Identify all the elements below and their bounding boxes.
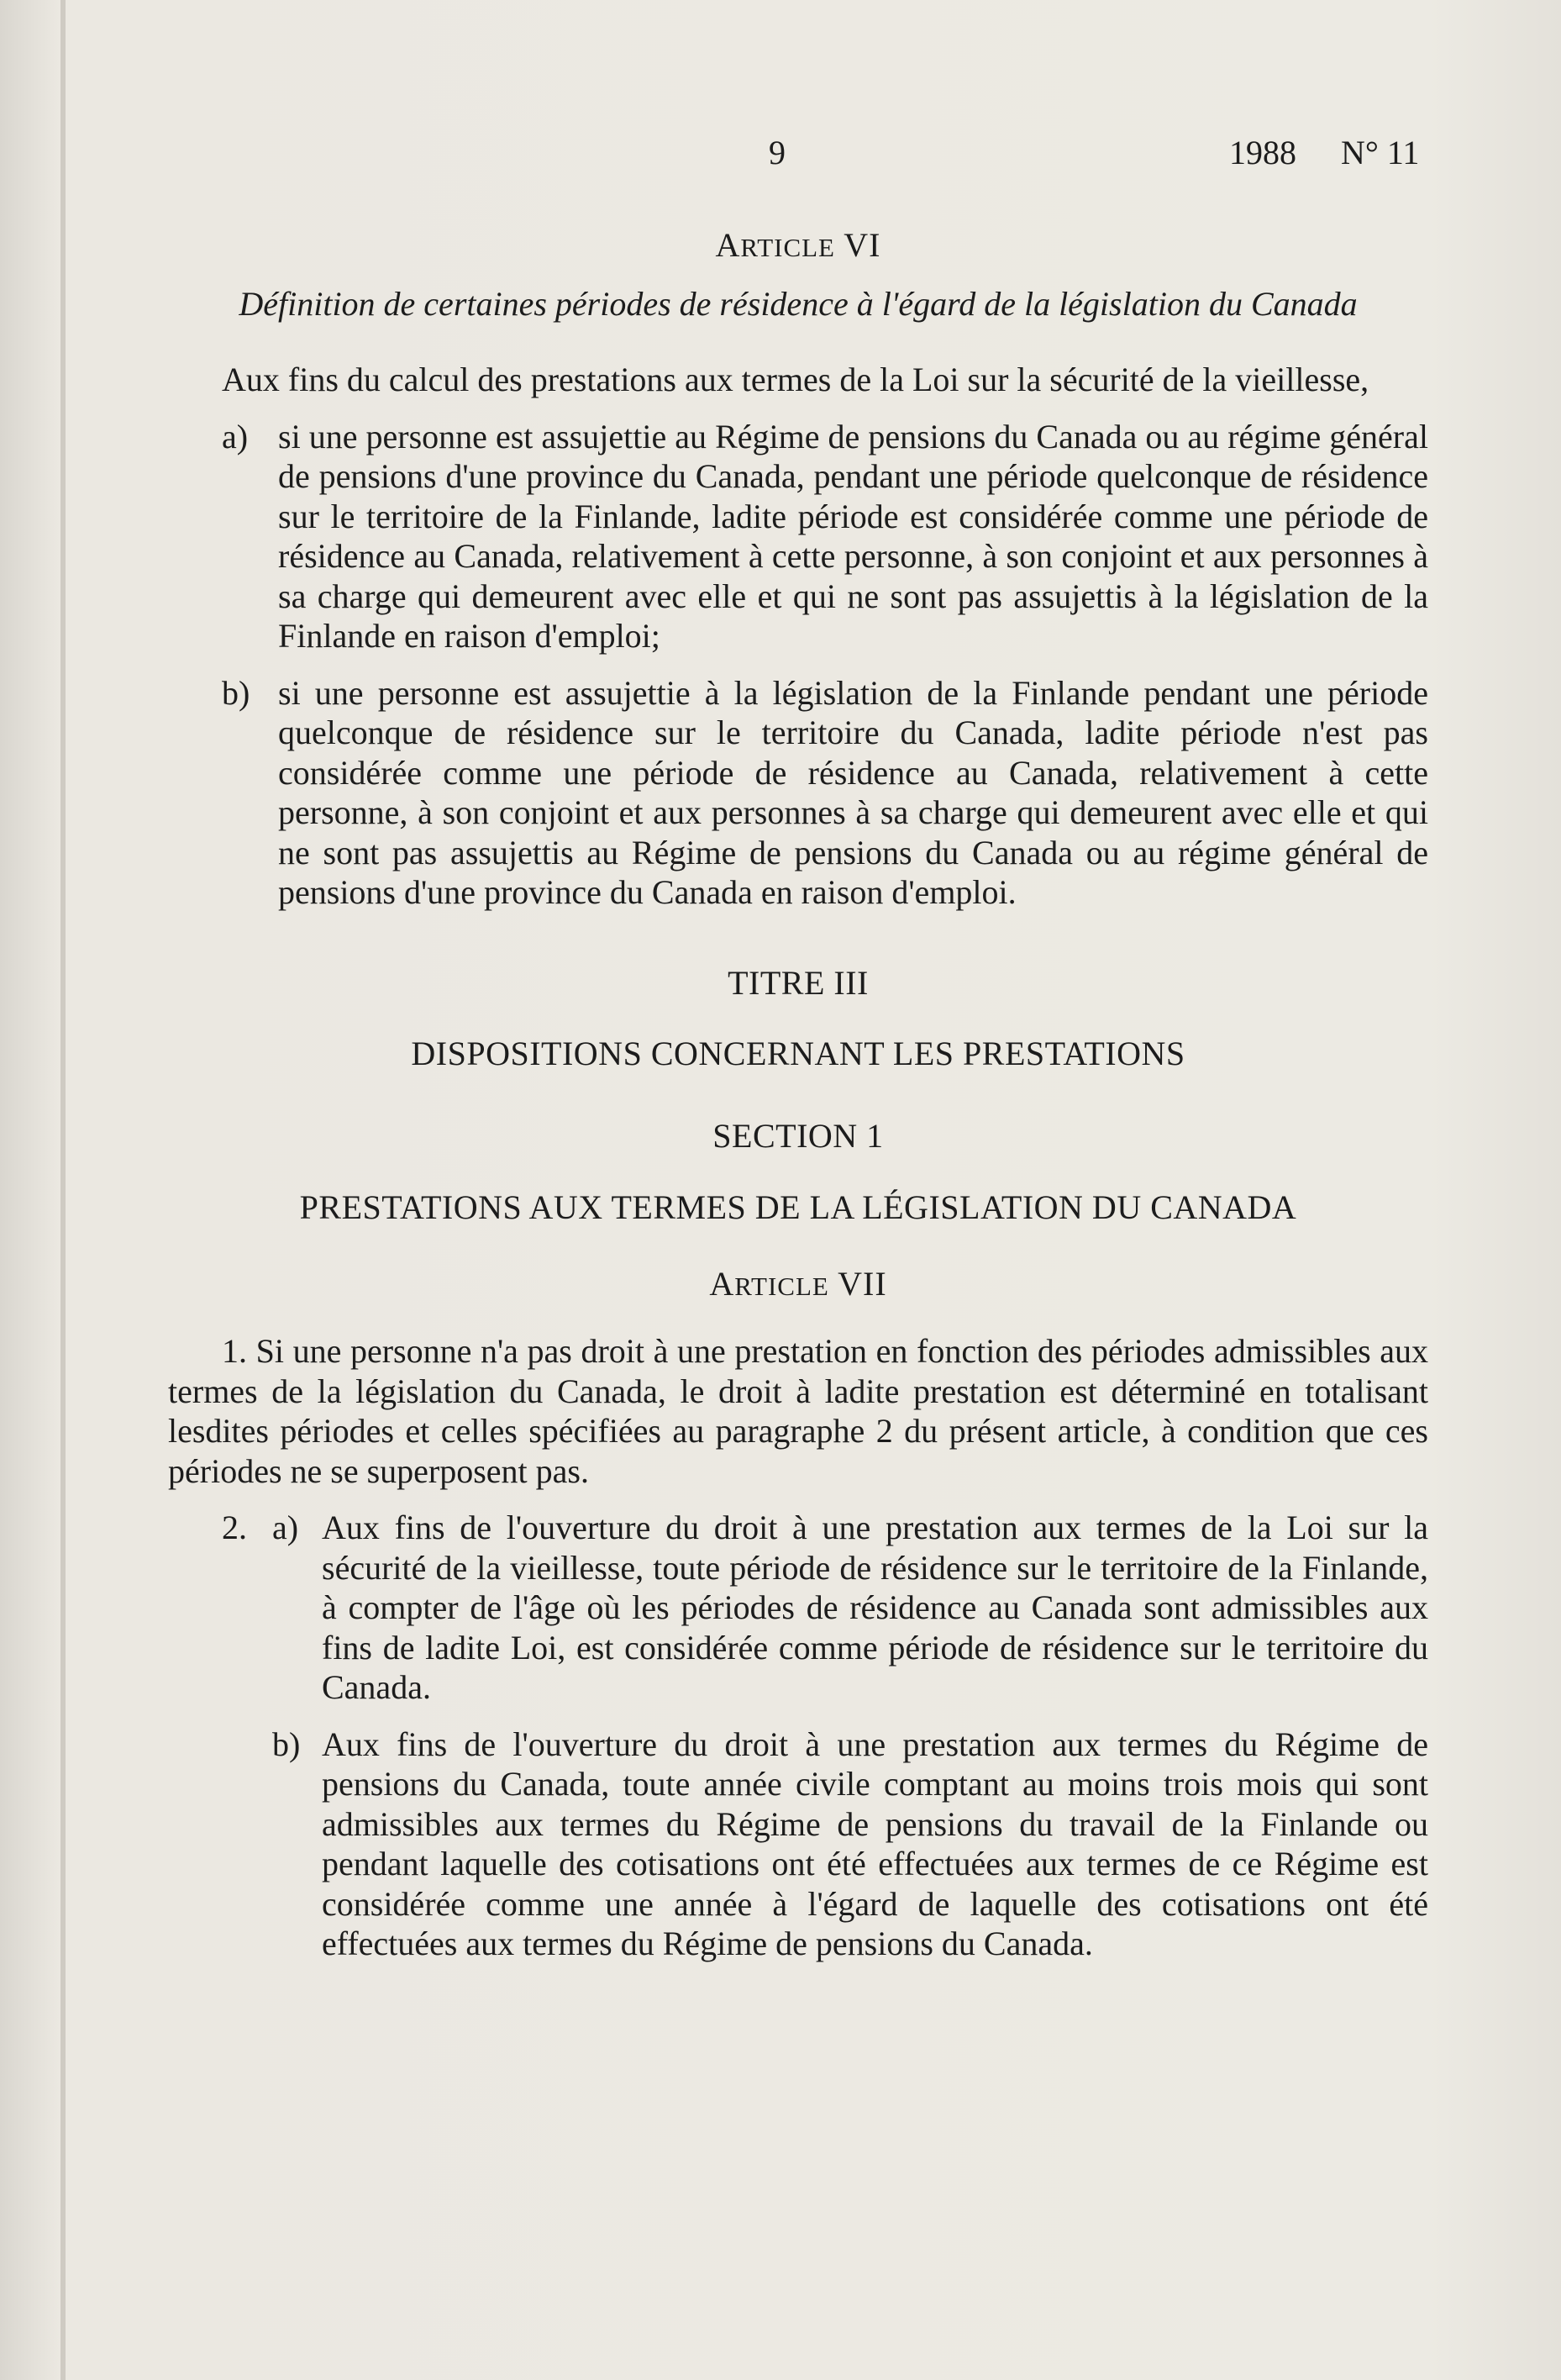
item-label: b) (272, 1724, 301, 1763)
page-number: 9 (769, 134, 786, 171)
article-6-intro: Aux fins du calcul des prestations aux termes de la Loi sur la sécurité de la vieillesse, (222, 361, 1369, 398)
article-6-heading: ARTICLE VI (715, 226, 881, 264)
article-7-item-2a (168, 1508, 1428, 1708)
item-label: a) (222, 417, 249, 455)
paragraph-number: 2. (222, 1509, 247, 1546)
article-7-paragraph-1: 1. Si une personne n'a pas droit à une prestation en fonction des périodes admissibles aux termes de la législation du Canada, le droit à ladite prestation est déterminé en totalisant lesdites périodes et celles spécifiées au paragraphe 2 du présent article, à condition que ces périodes ne se superposent pas. (168, 1332, 1428, 1490)
header-number: N° 11 (1341, 134, 1420, 171)
item-text: si une personne est assujettie à la législation de la Finlande pendant une période quelconque de résidence sur le territoire du Canada, ladite période n'est pas considérée comme une période de résidence au Canada, relativement à cette personne, à son conjoint et aux personnes à sa charge qui demeurent avec elle et qui ne sont pas assujettis au Régime de pensions du Canada ou au régime général de pensions d'une province du Canada en raison d'emploi. (278, 673, 1428, 911)
prestations-heading: PRESTATIONS AUX TERMES DE LA LÉGISLATION DU CANADA (299, 1188, 1297, 1226)
item-text: si une personne est assujettie au Régime de pensions du Canada ou au régime général de pensions d'une province du Canada, pendant une période quelconque de résidence sur le territoire de la Finlande, ladite période est considérée comme une période de résidence au Canada, relativement à cette personne, à son conjoint et aux personnes à sa charge qui demeurent avec elle et qui ne sont pas assujettis à la législation de la Finlande en raison d'emploi; (278, 417, 1428, 655)
item-text: Aux fins de l'ouverture du droit à une prestation aux termes de la Loi sur la sécurité de la vieillesse, toute période de résidence sur le territoire de la Finlande, à compter de l'âge où les périodes de résidence au Canada sont admissibles aux fins de ladite Loi, est considérée comme période de résidence sur le territoire du Canada. (322, 1509, 1428, 1706)
item-label: b) (222, 673, 250, 712)
page-content (168, 225, 1428, 1964)
article-7-item-2b (168, 1724, 1428, 1964)
header-year: 1988 (1229, 134, 1296, 171)
page-gutter-shadow (60, 0, 66, 2380)
titre-heading: TITRE III (728, 963, 869, 1002)
section-heading: SECTION 1 (712, 1116, 884, 1155)
dispositions-heading: DISPOSITIONS CONCERNANT LES PRESTATIONS (411, 1035, 1185, 1072)
item-label: a) (272, 1509, 299, 1546)
article-6-item-b (168, 673, 1428, 913)
article-7-heading: ARTICLE VII (709, 1264, 887, 1303)
article-6-item-a (168, 417, 1428, 656)
article-6-subtitle: Définition de certaines périodes de résidence à l'égard de la législation du Canada (239, 284, 1358, 323)
item-text: Aux fins de l'ouverture du droit à une prestation aux termes du Régime de pensions du Canada, toute année civile comptant au moins trois mois qui sont admissibles aux termes du Régime de pensions du travail de la Finlande ou pendant laquelle des cotisations ont été effectuées aux termes de ce Régime est considérée comme une année à l'égard de laquelle des cotisations ont été effectuées aux termes du Régime de pensions du Canada. (322, 1724, 1428, 1962)
